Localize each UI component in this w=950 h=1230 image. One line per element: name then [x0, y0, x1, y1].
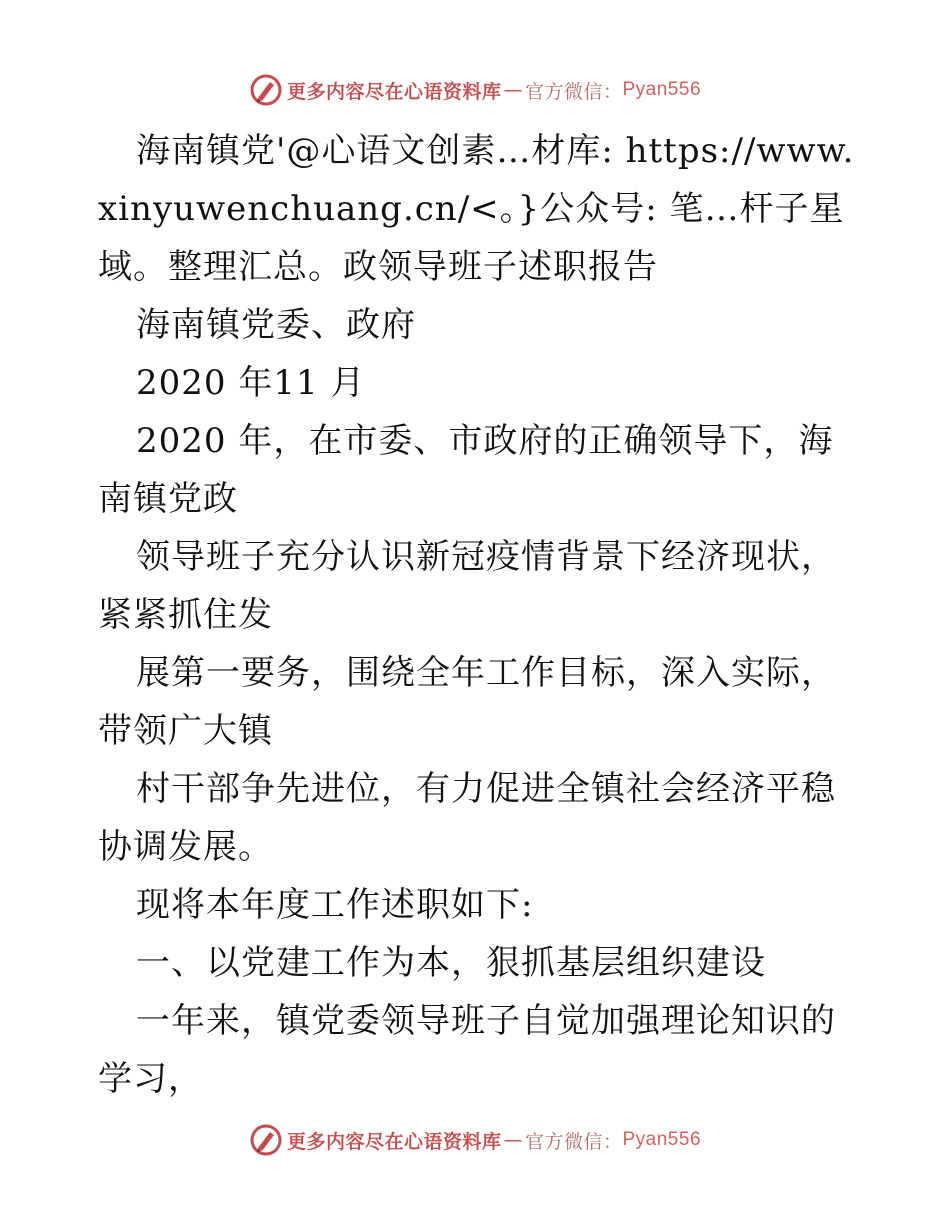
watermark-sub-text: 官方微信：	[524, 80, 623, 103]
section-heading-1: 一、以党建工作为本，狠抓基层组织建设	[136, 943, 766, 983]
paragraph-body-4: 村干部争先进位，有力促进全镇社会经济平稳协调发展。	[98, 769, 836, 867]
pen-circle-logo-icon	[249, 1123, 283, 1157]
watermark-main-text: 更多内容尽在心语资料库	[286, 1130, 502, 1153]
paragraph-body-3: 展第一要务，围绕全年工作目标，深入实际，带领广大镇	[98, 653, 836, 751]
paragraph-date: 2020 年11 月	[136, 363, 366, 403]
watermark-wechat-id: Pyan556	[622, 79, 702, 100]
paragraph-body-1: 2020 年，在市委、市政府的正确领导下，海南镇党政	[98, 421, 834, 519]
paragraph-intro: 现将本年度工作述职如下:	[136, 885, 534, 925]
paragraph-title-line: 海南镇党'@心语文创素…材库: https://www.xinyuwenchuang.cn/<。}公众号: 笔…杆子星域。整理汇总。政领导班子述职报告	[98, 131, 855, 287]
paragraph-body-5: 一年来，镇党委领导班子自觉加强理论知识的学习，	[98, 1001, 836, 1099]
paragraph-body-2: 领导班子充分认识新冠疫情背景下经济现状，紧紧抓住发	[98, 537, 836, 635]
footer-watermark	[0, 1120, 950, 1160]
paragraph-issuer: 海南镇党委、政府	[136, 305, 416, 345]
document-body	[98, 122, 856, 1108]
watermark-wechat-id: Pyan556	[622, 1129, 702, 1150]
watermark-main-text: 更多内容尽在心语资料库	[286, 80, 502, 103]
pen-circle-logo-icon	[249, 73, 283, 107]
watermark-sub-text: 官方微信：	[524, 1130, 623, 1153]
watermark-dash: —	[503, 1129, 523, 1151]
header-watermark	[0, 70, 950, 110]
watermark-dash: —	[503, 79, 523, 101]
